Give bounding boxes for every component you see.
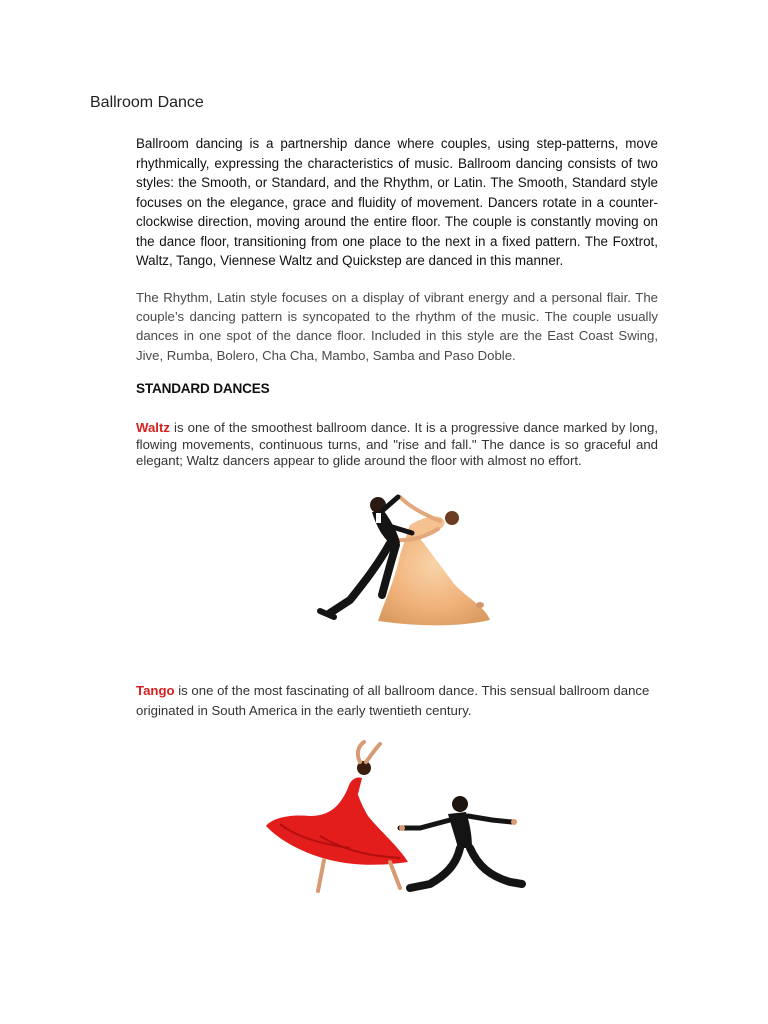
waltz-description: is one of the smoothest ballroom dance. It is a progressive dance marked by long, flowing movements, continuous turns, and "rise and fall." The dance is so graceful and elegant; Waltz dancers appear to glide around the floor with almost no effort. xyxy=(136,420,658,468)
waltz-dancers-image xyxy=(290,485,510,630)
waltz-term: Waltz xyxy=(136,420,170,435)
waltz-paragraph xyxy=(136,420,658,470)
section-heading-standard-dances: STANDARD DANCES xyxy=(136,381,270,396)
tango-description: is one of the most fascinating of all ballroom dance. This sensual ballroom dance originated in South America in the early twentieth century. xyxy=(136,683,650,718)
tango-paragraph xyxy=(136,681,658,721)
tango-dancers-image xyxy=(260,736,535,911)
intro-paragraph: Ballroom dancing is a partnership dance where couples, using step-patterns, move rhythmically, expressing the characteristics of music. Ballroom dancing consists of two styles: the Smooth, or Standard, and the Rhythm, or Latin. The Smooth, Standard style focuses on the elegance, grace and fluidity of movement. Dancers rotate in a counter-clockwise direction, moving around the entire floor. The couple is constantly moving on the dance floor, transitioning from one place to the next in a fixed pattern. The Foxtrot, Waltz, Tango, Viennese Waltz and Quickstep are danced in this manner. xyxy=(136,136,658,268)
tango-couple-illustration xyxy=(260,736,535,911)
waltz-couple-illustration xyxy=(290,485,510,630)
latin-style-paragraph: The Rhythm, Latin style focuses on a display of vibrant energy and a personal flair. The couple’s dancing pattern is syncopated to the rhythm of the music. The couple usually dances in one spot of the dance floor. Included in this style are the East Coast Swing, Jive, Rumba, Bolero, Cha Cha, Mambo, Samba and Paso Doble. xyxy=(136,290,658,363)
tango-term: Tango xyxy=(136,683,175,698)
document-title: Ballroom Dance xyxy=(90,94,204,111)
